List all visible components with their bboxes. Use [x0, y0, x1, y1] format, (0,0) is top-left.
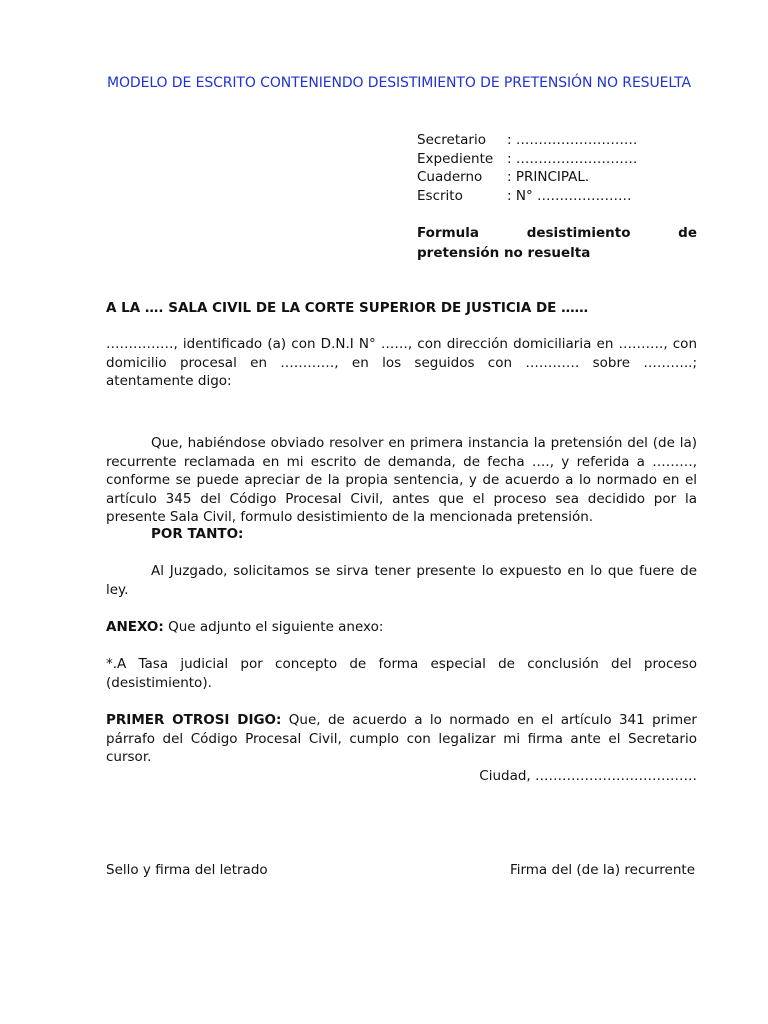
anexo-paragraph [106, 618, 697, 637]
meta-value: : N° ………………… [507, 187, 632, 204]
meta-label: Expediente [417, 150, 494, 167]
anexo-item: *.A Tasa judicial por concepto de forma especial de conclusión del proceso (desistimiento). [106, 656, 697, 691]
addressee: A LA …. SALA CIVIL DE LA CORTE SUPERIOR DE JUSTICIA DE …… [106, 300, 589, 316]
otrosi-text: Que, de acuerdo a lo normado en el artículo 341 primer párrafo del Código Procesal Civil, cumplo con legalizar mi firma ante el Secretario cursor. [106, 712, 697, 765]
otrosi-label: PRIMER OTROSI DIGO: [106, 712, 282, 728]
meta-escrito [417, 187, 697, 206]
lawyer-signature: Sello y firma del letrado [106, 862, 268, 878]
meta-label: Secretario [417, 132, 486, 148]
meta-value: : PRINCIPAL. [507, 169, 590, 185]
document-title: MODELO DE ESCRITO CONTENIENDO DESISTIMIENTO DE PRETENSIÓN NO RESUELTA [107, 75, 691, 91]
city-date-line: Ciudad, ……………………………… [479, 768, 697, 784]
subject-line-2: pretensión no resuelta [417, 245, 591, 261]
body-paragraph-1: Que, habiéndose obviado resolver en primera instancia la pretensión del (de la) recurrente reclamada en mi escrito de demanda, de fecha …., y referida a ………, conforme se puede apreciar de la propia sentencia, y de acuerdo a lo normado en el artículo 345 del Código Procesal Civil, antes que el proceso sea decidido por la presente Sala Civil, formulo desistimiento de la mencionada pretensión. [106, 435, 697, 525]
por-tanto-heading: POR TANTO: [151, 526, 244, 542]
meta-secretario [417, 131, 697, 150]
meta-expediente [417, 150, 697, 169]
intro-paragraph: ……………, identificado (a) con D.N.I N° ……, con dirección domiciliaria en ………., con domicilio procesal en …………, en los seguidos con ………… sobre ………..; atentamente digo: [106, 336, 697, 389]
anexo-text: Que adjunto el siguiente anexo: [163, 619, 384, 635]
meta-value: : ……………………… [507, 132, 638, 148]
body-paragraph-2: Al Juzgado, solicitamos se sirva tener presente lo expuesto en lo que fuere de ley. [106, 563, 697, 598]
meta-label: Escrito [417, 187, 463, 204]
case-metadata [417, 131, 697, 205]
applicant-signature: Firma del (de la) recurrente [509, 862, 695, 878]
otrosi-paragraph [106, 711, 697, 767]
meta-cuaderno [417, 168, 697, 187]
meta-label: Cuaderno [417, 169, 483, 185]
subject-line-1: Formula desistimiento de [417, 225, 697, 241]
anexo-label: ANEXO: [106, 619, 164, 635]
meta-value: : ……………………… [507, 150, 638, 167]
